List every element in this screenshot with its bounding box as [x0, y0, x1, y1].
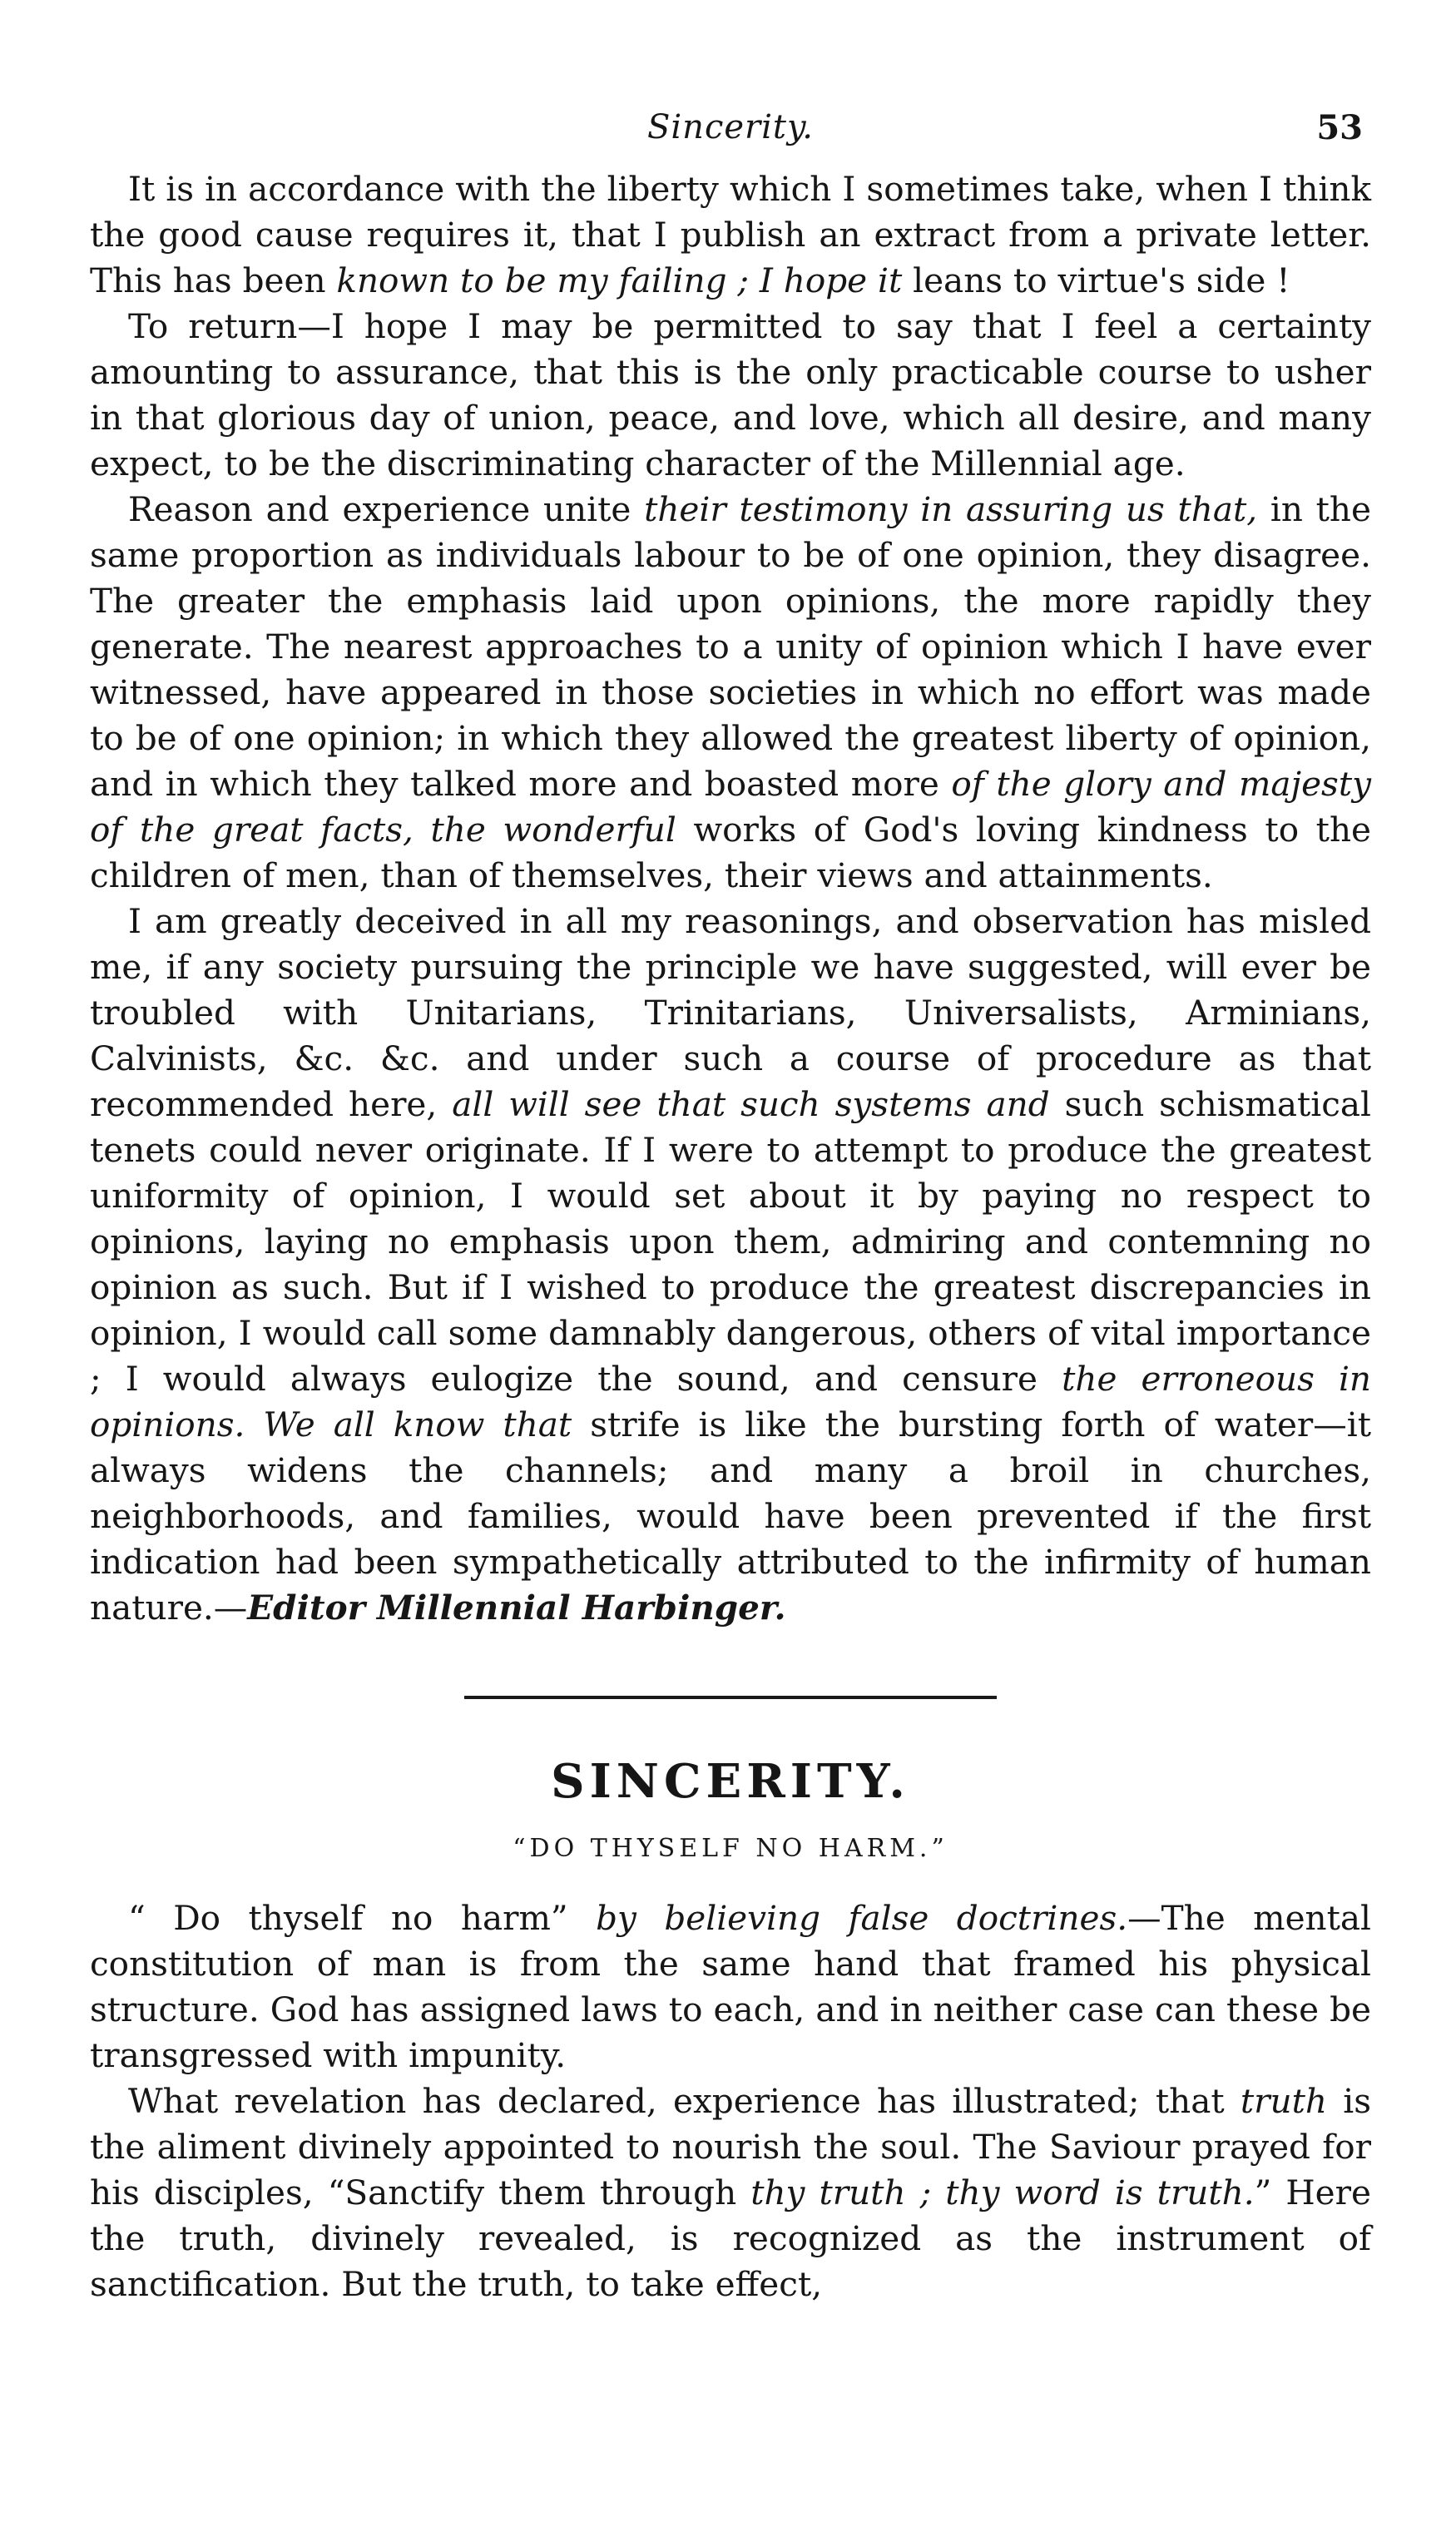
text-span: strife is like the bursting forth of water—it always widens the channels; and many a broil in churches, neighborhoods, and families, would have been prevented if the first indication had been sympathetically attributed to the infirmity of human nature.— — [90, 1405, 1372, 1628]
text-span: It is in accordance with the liberty which I sometimes take, when I think the good cause requires it, that I publish an extract from a private letter. This has been — [90, 169, 1371, 300]
paragraph-5 — [90, 1895, 1371, 2079]
italic-span: their testimony in assuring us that, — [644, 489, 1258, 529]
italic-span: known to be my failing ; I hope it — [336, 260, 903, 300]
italic-span: of the glory and majesty of the great facts, the wonderful — [90, 764, 1371, 850]
paragraph-1 — [90, 166, 1371, 304]
text-span: —The mental constitution of man is from the same hand that framed his physical structure. God has assigned laws to each, and in neither case can these be transgressed with impunity. — [90, 1898, 1371, 2075]
running-title: Sincerity. — [646, 108, 815, 146]
paragraph-6 — [90, 2079, 1371, 2307]
editor-signature: Editor Millennial Harbinger. — [247, 1588, 786, 1628]
text-span: I am greatly deceived in all my reasonings, and observation has misled me, if any society pursuing the principle we have suggested, will ever be troubled with Unitarians, Trinitarians, Universalists, Arminians, Calvinists, &c. &c. and under such a course of procedure as that recommended here, — [90, 901, 1371, 1124]
italic-span: the erroneous in opinions. We all know that — [90, 1359, 1371, 1444]
italic-span: truth — [1240, 2081, 1327, 2121]
text-span: ” Here the truth, divinely revealed, is recognized as the instrument of sanctification. But the truth, to take effect, — [90, 2173, 1371, 2304]
book-page — [90, 108, 1371, 2307]
paragraph-2: To return—I hope I may be permitted to say that I feel a certainty amounting to assurance, that this is the only practicable course to usher in that glorious day of union, peace, and love, which all desire, and many expect, to be the discriminating character of the Millennial age. — [90, 306, 1371, 483]
section-title: SINCERITY. — [551, 1754, 910, 1809]
text-span: works of God's loving kindness to the children of men, than of themselves, their views and attainments. — [90, 810, 1372, 895]
text-span: Reason and experience unite — [128, 489, 645, 529]
italic-span: all will see that such systems and — [452, 1084, 1050, 1124]
paragraph-3 — [90, 487, 1371, 899]
paragraph-4 — [90, 899, 1371, 1631]
text-span: in the same proportion as individuals labour to be of one opinion, they disagree. The greater the emphasis laid upon opinions, the more rapidly they generate. The nearest approaches to a unity of opinion which I have ever witnessed, have appeared in those societies in which no effort was made to be of one opinion; in which they allowed the greatest liberty of opinion, and in which they talked more and boasted more — [90, 489, 1371, 804]
section-divider — [464, 1696, 997, 1699]
sincerity-article — [90, 1895, 1371, 2307]
italic-span: by believing false doctrines. — [596, 1898, 1128, 1938]
running-head — [90, 108, 1371, 166]
text-span: leans to virtue's side ! — [902, 260, 1290, 300]
text-span: such schismatical tenets could never originate. If I were to attempt to produce the greatest uniformity of opinion, I would set about it by paying no respect to opinions, laying no emphasis upon them, admiring and contemning no opinion as such. But if I wished to produce the greatest discrepancies in opinion, I would call some damnably dangerous, others of vital importance ; I would always eulogize the sound, and censure — [90, 1084, 1371, 1399]
text-span: What revelation has declared, experience has illustrated; that — [128, 2081, 1241, 2121]
letter-extract-article — [90, 166, 1371, 1631]
italic-span: thy truth ; thy word is truth. — [750, 2173, 1255, 2212]
page-number: 53 — [1316, 108, 1363, 147]
text-span: “ Do thyself no harm” — [128, 1898, 597, 1938]
text-span: is the aliment divinely appointed to nourish the soul. The Saviour prayed for his disciples, “Sanctify them through — [90, 2081, 1371, 2212]
section-subtitle: “DO THYSELF NO HARM.” — [513, 1834, 948, 1863]
